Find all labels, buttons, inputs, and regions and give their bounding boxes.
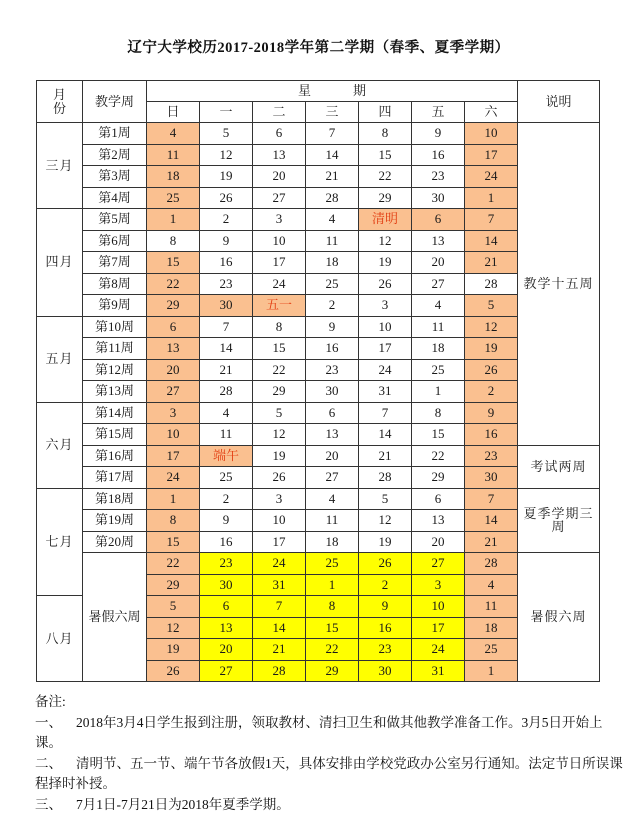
date-cell: 25 [306,273,359,295]
date-cell: 9 [465,402,518,424]
remark-marker-2: 二、 [35,756,62,771]
date-cell: 27 [147,381,200,403]
date-cell: 26 [253,467,306,489]
date-cell: 13 [412,230,465,252]
date-cell: 19 [359,252,412,274]
month-cell: 三月 [37,123,83,209]
date-cell: 5 [465,295,518,317]
date-cell: 2 [306,295,359,317]
date-cell: 1 [465,187,518,209]
date-cell: 15 [147,252,200,274]
date-cell: 1 [147,209,200,231]
date-cell: 16 [306,338,359,360]
date-cell: 6 [253,123,306,145]
week-label-cell: 第6周 [83,230,147,252]
note-cell: 暑假六周 [518,553,600,682]
date-cell: 15 [253,338,306,360]
date-cell: 31 [253,574,306,596]
date-cell: 5 [253,402,306,424]
date-cell: 25 [412,359,465,381]
date-cell: 21 [200,359,253,381]
remark-marker-1: 一、 [35,715,62,730]
calendar-row [37,381,600,403]
week-label-cell: 第2周 [83,144,147,166]
remark-text-1: 2018年3月4日学生报到注册，领取教材、清扫卫生和做其他教学准备工作。3月5日开始上课。 [35,715,603,751]
calendar-row [37,295,600,317]
week-label-cell: 第15周 [83,424,147,446]
week-label-cell: 第8周 [83,273,147,295]
date-cell: 22 [359,166,412,188]
date-cell: 11 [412,316,465,338]
date-cell: 7 [465,209,518,231]
date-cell: 19 [253,445,306,467]
week-label-cell: 第16周 [83,445,147,467]
calendar-row [37,553,600,575]
date-cell: 19 [200,166,253,188]
note-cell: 考试两周 [518,445,600,488]
date-cell: 28 [465,273,518,295]
date-cell: 17 [147,445,200,467]
week-label-cell: 第17周 [83,467,147,489]
date-cell: 22 [306,639,359,661]
date-cell: 30 [359,660,412,682]
date-cell: 17 [465,144,518,166]
week-label-cell: 第13周 [83,381,147,403]
calendar-row [37,445,600,467]
month-cell: 七月 [37,488,83,596]
week-label-cell: 第11周 [83,338,147,360]
date-cell: 13 [147,338,200,360]
date-cell: 28 [306,187,359,209]
remark-text-3: 7月1日-7月21日为2018年夏季学期。 [76,797,290,812]
date-cell: 30 [306,381,359,403]
calendar-table [36,80,600,682]
date-cell: 17 [253,252,306,274]
calendar-row [37,316,600,338]
date-cell: 20 [147,359,200,381]
month-cell: 六月 [37,402,83,488]
date-cell: 29 [306,660,359,682]
month-header-char2: 份 [53,101,66,116]
calendar-row [37,531,600,553]
calendar-row [37,467,600,489]
date-cell: 3 [147,402,200,424]
day-header-tue: 二 [253,102,306,123]
date-cell: 5 [147,596,200,618]
date-cell: 25 [306,553,359,575]
date-cell: 4 [200,402,253,424]
date-cell: 8 [147,510,200,532]
date-cell: 6 [412,209,465,231]
date-cell: 16 [412,144,465,166]
date-cell: 20 [412,531,465,553]
date-cell: 23 [359,639,412,661]
calendar-row [37,209,600,231]
date-cell: 12 [359,230,412,252]
month-cell: 八月 [37,596,83,682]
day-header-fri: 五 [412,102,465,123]
month-column-header [37,81,83,123]
date-cell: 7 [465,488,518,510]
week-label-cell: 第7周 [83,252,147,274]
date-cell: 22 [412,445,465,467]
date-cell: 20 [253,166,306,188]
date-cell: 13 [253,144,306,166]
date-cell: 3 [253,209,306,231]
remark-marker-3: 三、 [35,797,62,812]
date-cell: 3 [253,488,306,510]
week-group-header [147,81,518,102]
date-cell: 18 [306,531,359,553]
date-cell: 1 [147,488,200,510]
date-cell: 14 [465,230,518,252]
date-cell: 4 [147,123,200,145]
date-cell: 10 [412,596,465,618]
date-cell: 3 [359,295,412,317]
date-cell: 30 [200,574,253,596]
date-cell: 19 [147,639,200,661]
date-cell: 13 [200,617,253,639]
date-cell: 29 [253,381,306,403]
date-cell: 27 [412,273,465,295]
week-label-cell: 第12周 [83,359,147,381]
date-cell: 31 [359,381,412,403]
date-cell: 9 [200,510,253,532]
week-label-cell: 第20周 [83,531,147,553]
date-cell: 29 [359,187,412,209]
date-cell: 1 [465,660,518,682]
date-cell: 12 [147,617,200,639]
date-cell: 24 [412,639,465,661]
calendar-row [37,402,600,424]
date-cell: 14 [253,617,306,639]
date-cell: 21 [253,639,306,661]
date-cell: 26 [359,553,412,575]
date-cell: 9 [200,230,253,252]
date-cell: 16 [200,531,253,553]
date-cell: 14 [306,144,359,166]
date-cell: 9 [306,316,359,338]
date-cell: 28 [253,660,306,682]
date-cell: 22 [147,273,200,295]
date-cell: 19 [465,338,518,360]
date-cell: 7 [253,596,306,618]
date-cell: 20 [412,252,465,274]
week-label-cell: 第18周 [83,488,147,510]
date-cell: 6 [412,488,465,510]
calendar-row [37,510,600,532]
date-cell: 8 [412,402,465,424]
remarks-heading: 备注: [35,692,623,713]
day-header-sun: 日 [147,102,200,123]
holiday-cell: 五一 [253,295,306,317]
week-header-char1: 星 [298,84,311,98]
remark-item-3 [35,795,623,815]
date-cell: 9 [359,596,412,618]
date-cell: 2 [200,209,253,231]
date-cell: 18 [306,252,359,274]
note-cell: 教学十五周 [518,123,600,446]
date-cell: 17 [412,617,465,639]
remark-item-1 [35,713,623,754]
date-cell: 9 [412,123,465,145]
date-cell: 25 [200,467,253,489]
date-cell: 4 [412,295,465,317]
date-cell: 7 [359,402,412,424]
calendar-row [37,123,600,145]
calendar-row [37,359,600,381]
date-cell: 10 [465,123,518,145]
date-cell: 12 [200,144,253,166]
date-cell: 16 [200,252,253,274]
date-cell: 20 [200,639,253,661]
remark-item-2 [35,754,623,795]
date-cell: 21 [465,252,518,274]
note-cell: 夏季学期三周 [518,488,600,553]
date-cell: 22 [147,553,200,575]
date-cell: 27 [412,553,465,575]
date-cell: 21 [306,166,359,188]
date-cell: 15 [306,617,359,639]
date-cell: 4 [465,574,518,596]
date-cell: 18 [147,166,200,188]
date-cell: 24 [253,273,306,295]
date-cell: 27 [200,660,253,682]
month-cell: 五月 [37,316,83,402]
date-cell: 8 [306,596,359,618]
date-cell: 24 [359,359,412,381]
day-header-mon: 一 [200,102,253,123]
week-label-cell: 第1周 [83,123,147,145]
date-cell: 29 [147,295,200,317]
date-cell: 18 [465,617,518,639]
week-header-char2: 期 [353,84,366,98]
date-cell: 24 [465,166,518,188]
date-cell: 29 [147,574,200,596]
date-cell: 15 [147,531,200,553]
teaching-week-column-header: 教学周 [83,81,147,123]
date-cell: 5 [200,123,253,145]
date-cell: 15 [412,424,465,446]
date-cell: 28 [200,381,253,403]
date-cell: 17 [359,338,412,360]
page-title: 辽宁大学校历2017-2018学年第二学期（春季、夏季学期） [0,36,637,57]
date-cell: 25 [147,187,200,209]
remarks-section [35,692,623,815]
calendar-row [37,230,600,252]
week-label-cell: 第10周 [83,316,147,338]
date-cell: 30 [412,187,465,209]
date-cell: 6 [147,316,200,338]
date-cell: 24 [147,467,200,489]
calendar-row [37,187,600,209]
date-cell: 10 [253,510,306,532]
date-cell: 16 [465,424,518,446]
date-cell: 15 [359,144,412,166]
calendar-row [37,166,600,188]
calendar-row [37,488,600,510]
date-cell: 1 [306,574,359,596]
date-cell: 11 [200,424,253,446]
date-cell: 28 [359,467,412,489]
date-cell: 12 [465,316,518,338]
date-cell: 26 [359,273,412,295]
holiday-cell: 端午 [200,445,253,467]
date-cell: 27 [306,467,359,489]
date-cell: 21 [465,531,518,553]
date-cell: 3 [412,574,465,596]
date-cell: 12 [253,424,306,446]
date-cell: 29 [412,467,465,489]
date-cell: 14 [200,338,253,360]
calendar-row [37,338,600,360]
date-cell: 13 [306,424,359,446]
date-cell: 27 [253,187,306,209]
date-cell: 18 [412,338,465,360]
date-cell: 11 [465,596,518,618]
date-cell: 5 [359,488,412,510]
date-cell: 23 [200,273,253,295]
week-label-cell: 第14周 [83,402,147,424]
month-cell: 四月 [37,209,83,317]
holiday-cell: 清明 [359,209,412,231]
date-cell: 23 [465,445,518,467]
date-cell: 11 [306,230,359,252]
date-cell: 30 [465,467,518,489]
date-cell: 13 [412,510,465,532]
calendar-row [37,144,600,166]
date-cell: 10 [147,424,200,446]
date-cell: 21 [359,445,412,467]
date-cell: 11 [306,510,359,532]
date-cell: 2 [359,574,412,596]
day-header-wed: 三 [306,102,359,123]
date-cell: 17 [253,531,306,553]
day-header-sat: 六 [465,102,518,123]
week-label-cell: 第4周 [83,187,147,209]
date-cell: 28 [465,553,518,575]
week-label-cell: 第3周 [83,166,147,188]
date-cell: 25 [465,639,518,661]
date-cell: 2 [200,488,253,510]
date-cell: 6 [200,596,253,618]
date-cell: 10 [359,316,412,338]
date-cell: 10 [253,230,306,252]
date-cell: 7 [200,316,253,338]
date-cell: 23 [412,166,465,188]
date-cell: 23 [200,553,253,575]
header-row-1 [37,81,600,102]
summer-vacation-label-cell: 暑假六周 [83,553,147,682]
date-cell: 14 [359,424,412,446]
calendar-row [37,273,600,295]
date-cell: 22 [253,359,306,381]
date-cell: 30 [200,295,253,317]
day-header-thu: 四 [359,102,412,123]
date-cell: 19 [359,531,412,553]
date-cell: 8 [359,123,412,145]
month-header-char1: 月 [53,87,66,102]
date-cell: 31 [412,660,465,682]
week-label-cell: 第19周 [83,510,147,532]
date-cell: 8 [253,316,306,338]
calendar-row [37,252,600,274]
week-label-cell: 第9周 [83,295,147,317]
date-cell: 20 [306,445,359,467]
date-cell: 8 [147,230,200,252]
date-cell: 26 [147,660,200,682]
calendar-row [37,424,600,446]
date-cell: 1 [412,381,465,403]
week-label-cell: 第5周 [83,209,147,231]
note-column-header: 说明 [518,81,600,123]
date-cell: 26 [200,187,253,209]
date-cell: 23 [306,359,359,381]
date-cell: 16 [359,617,412,639]
date-cell: 11 [147,144,200,166]
date-cell: 4 [306,209,359,231]
date-cell: 24 [253,553,306,575]
date-cell: 2 [465,381,518,403]
remark-text-2: 清明节、五一节、端午节各放假1天，具体安排由学校党政办公室另行通知。法定节日所误课程择时补授。 [35,756,623,792]
date-cell: 14 [465,510,518,532]
date-cell: 12 [359,510,412,532]
date-cell: 7 [306,123,359,145]
date-cell: 6 [306,402,359,424]
date-cell: 4 [306,488,359,510]
date-cell: 26 [465,359,518,381]
